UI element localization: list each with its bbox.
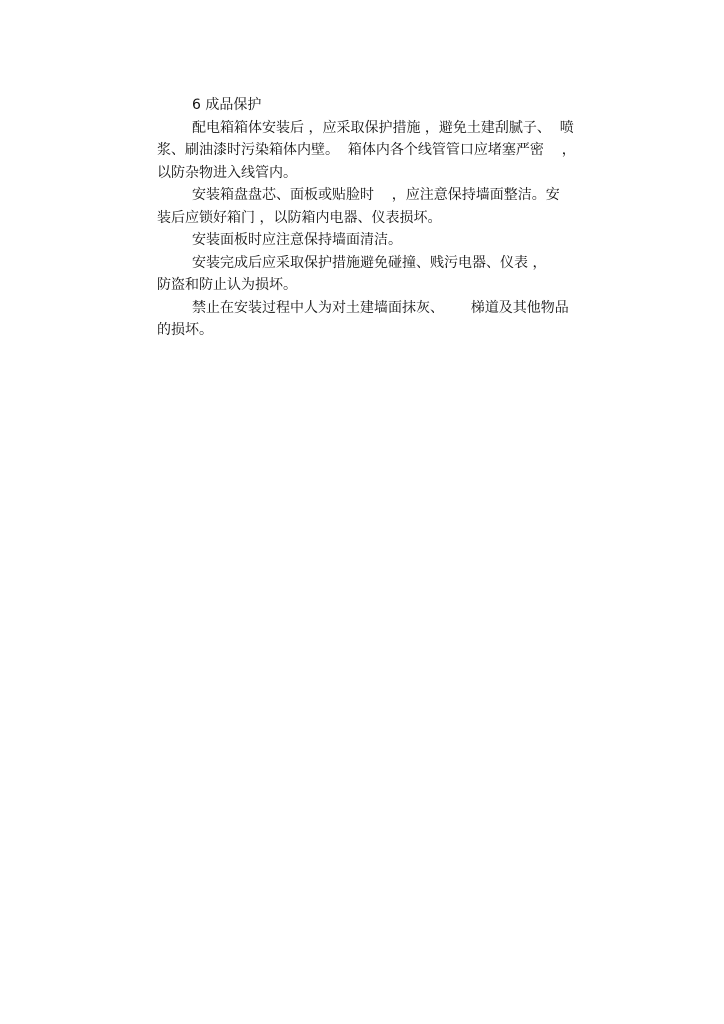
paragraph-1-line-3: 以防杂物进入线管内。 xyxy=(157,164,297,181)
paragraph-2-line-2: 装后应锁好箱门 ，以防箱内电器、仪表损坏。 xyxy=(157,209,442,226)
section-heading: 6 成品保护 xyxy=(192,97,262,113)
paragraph-2-line-1: 安装箱盘盘芯、面板或贴脸时 ，应注意保持墙面整洁。安 xyxy=(192,187,560,203)
paragraph-3-line-1: 安装面板时应注意保持墙面清洁。 xyxy=(192,232,402,248)
paragraph-1-line-2: 浆、刷油漆时污染箱体内壁。 箱体内各个线管管口应堵塞严密 ， xyxy=(157,142,576,158)
paragraph-5-line-2: 的损坏。 xyxy=(157,322,213,338)
paragraph-5-line-1: 禁止在安装过程中人为对土建墙面抹灰、 梯道及其他物品 xyxy=(192,299,569,316)
paragraph-1-line-1: 配电箱箱体安装后 ，应采取保护措施 ，避免土建刮腻子、 喷 xyxy=(192,119,574,136)
paragraph-4-line-2: 防盗和防止认为损坏。 xyxy=(157,277,297,293)
paragraph-4-line-1: 安装完成后应采取保护措施避免碰撞、贱污电器、仪表 ， xyxy=(192,254,547,271)
document-body xyxy=(157,94,612,342)
